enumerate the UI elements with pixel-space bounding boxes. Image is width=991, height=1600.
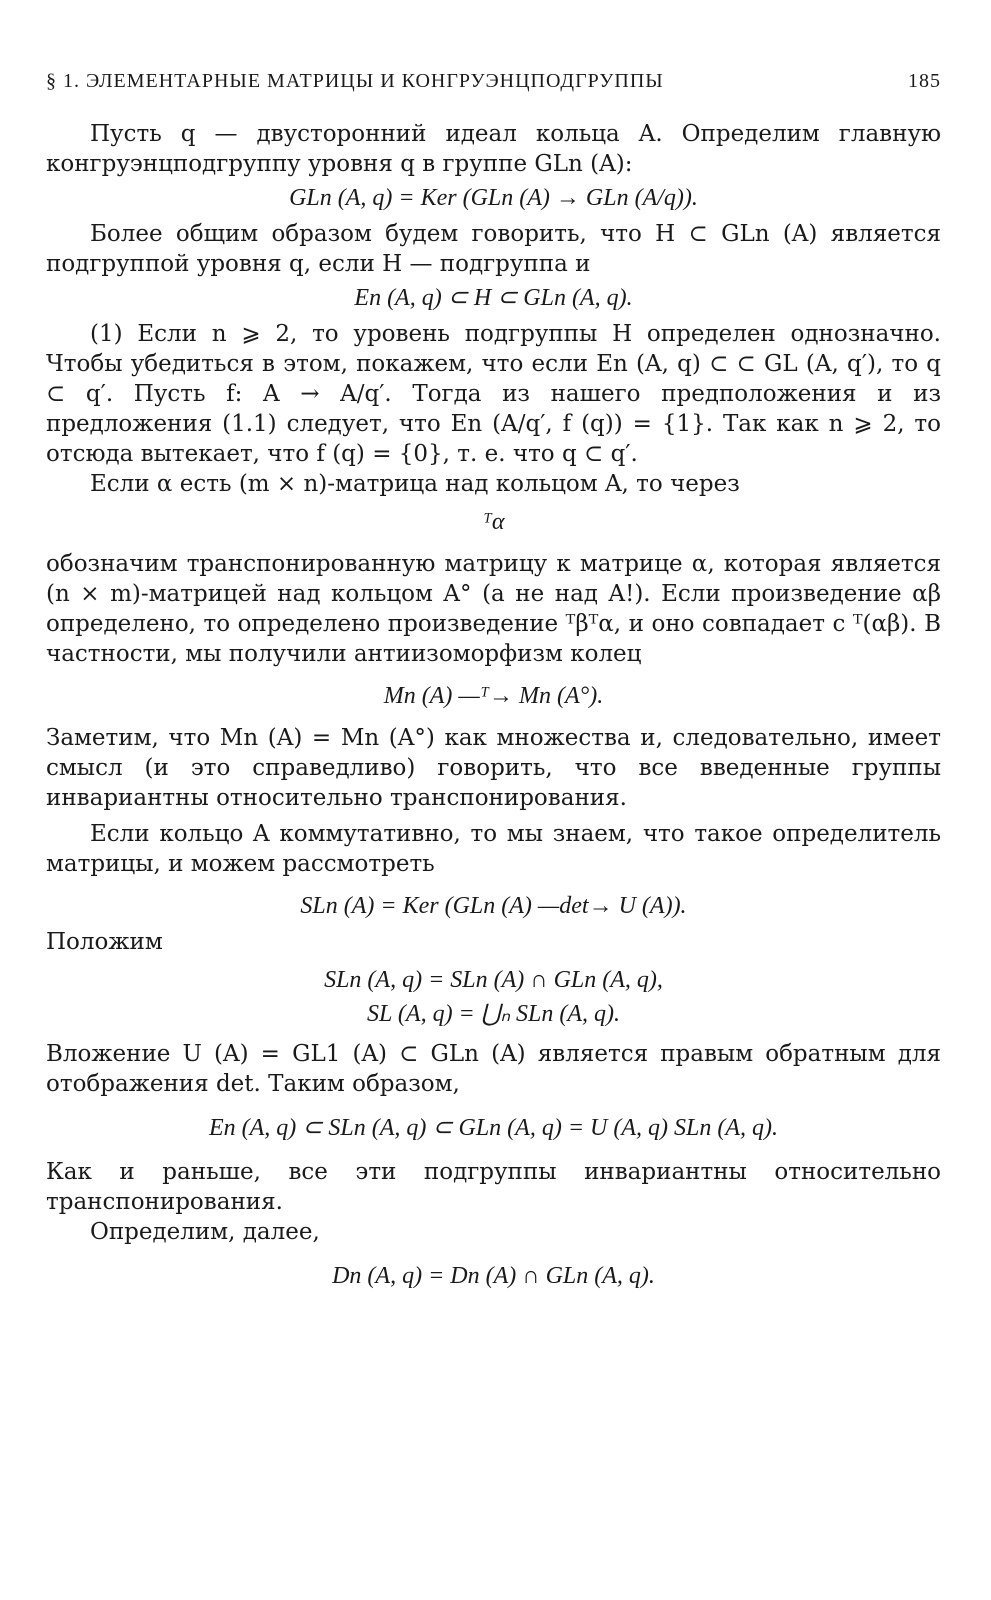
paragraph: Как и раньше, все эти подгруппы инвариантны относительно транспонирования. — [46, 1159, 941, 1215]
paragraph: Более общим образом будем говорить, что H ⊂ GLn (A) является подгруппой уровня q, если H — подгруппа и — [46, 221, 941, 277]
formula: SL (A, q) = ⋃ₙ SLn (A, q). — [367, 1001, 620, 1027]
paragraph: Если α есть (m × n)-матрица над кольцом A, то через — [90, 471, 740, 497]
page — [46, 70, 941, 1297]
paragraph: Определим, далее, — [90, 1219, 320, 1245]
paragraph: Заметим, что Mn (A) = Mn (A°) как множества и, следовательно, имеет смысл (и это справедливо) говорить, что все введенные группы инвариантны относительно транспонирования. — [46, 725, 941, 811]
page-number: 185 — [908, 70, 941, 92]
section-title: § 1. ЭЛЕМЕНТАРНЫЕ МАТРИЦЫ И КОНГРУЭНЦПОДГРУППЫ — [46, 70, 664, 92]
body-text — [46, 119, 941, 1293]
paragraph: Вложение U (A) = GL1 (A) ⊂ GLn (A) является правым обратным для отображения det. Таким образом, — [46, 1041, 941, 1097]
paragraph: (1) Если n ⩾ 2, то уровень подгруппы H определен однозначно. Чтобы убедиться в этом, покажем, что если En (A, q) ⊂ ⊂ GL (A, q′), то q ⊂ q′. Пусть f: A → A/q′. Тогда из нашего предположения и из предложения (1.1) следует, что En (A/q′, f (q)) = {1}. Так как n ⩾ 2, то отсюда вытекает, что f (q) = {0}, т. е. что q ⊂ q′. — [46, 321, 941, 467]
formula: SLn (A) = Ker (GLn (A) —det→ U (A)). — [300, 893, 687, 919]
paragraph: Положим — [46, 929, 163, 955]
formula: Mn (A) —ᵀ→ Mn (A°). — [383, 683, 604, 709]
formula-group — [46, 963, 941, 1031]
formula: SLn (A, q) = SLn (A) ∩ GLn (A, q), — [324, 967, 663, 993]
formula: GLn (A, q) = Ker (GLn (A) → GLn (A/q)). — [289, 185, 698, 211]
paragraph: Пусть q — двусторонний идеал кольца A. Определим главную конгруэнцподгруппу уровня q в группе GLn (A): — [46, 121, 941, 177]
paragraph: обозначим транспонированную матрицу к матрице α, которая является (n × m)-матрицей над кольцом A° (а не над A!). Если произведение αβ определено, то определено произведение ᵀβᵀα, и оно совпадает с ᵀ(αβ). В частности, мы получили антиизоморфизм колец — [46, 551, 941, 667]
running-header — [46, 70, 941, 93]
formula: En (A, q) ⊂ H ⊂ GLn (A, q). — [354, 285, 633, 311]
paragraph: Если кольцо A коммутативно, то мы знаем, что такое определитель матрицы, и можем рассмотреть — [46, 821, 941, 877]
formula: ᵀα — [482, 509, 505, 535]
formula: En (A, q) ⊂ SLn (A, q) ⊂ GLn (A, q) = U (A, q) SLn (A, q). — [208, 1115, 778, 1141]
formula: Dn (A, q) = Dn (A) ∩ GLn (A, q). — [332, 1263, 655, 1289]
